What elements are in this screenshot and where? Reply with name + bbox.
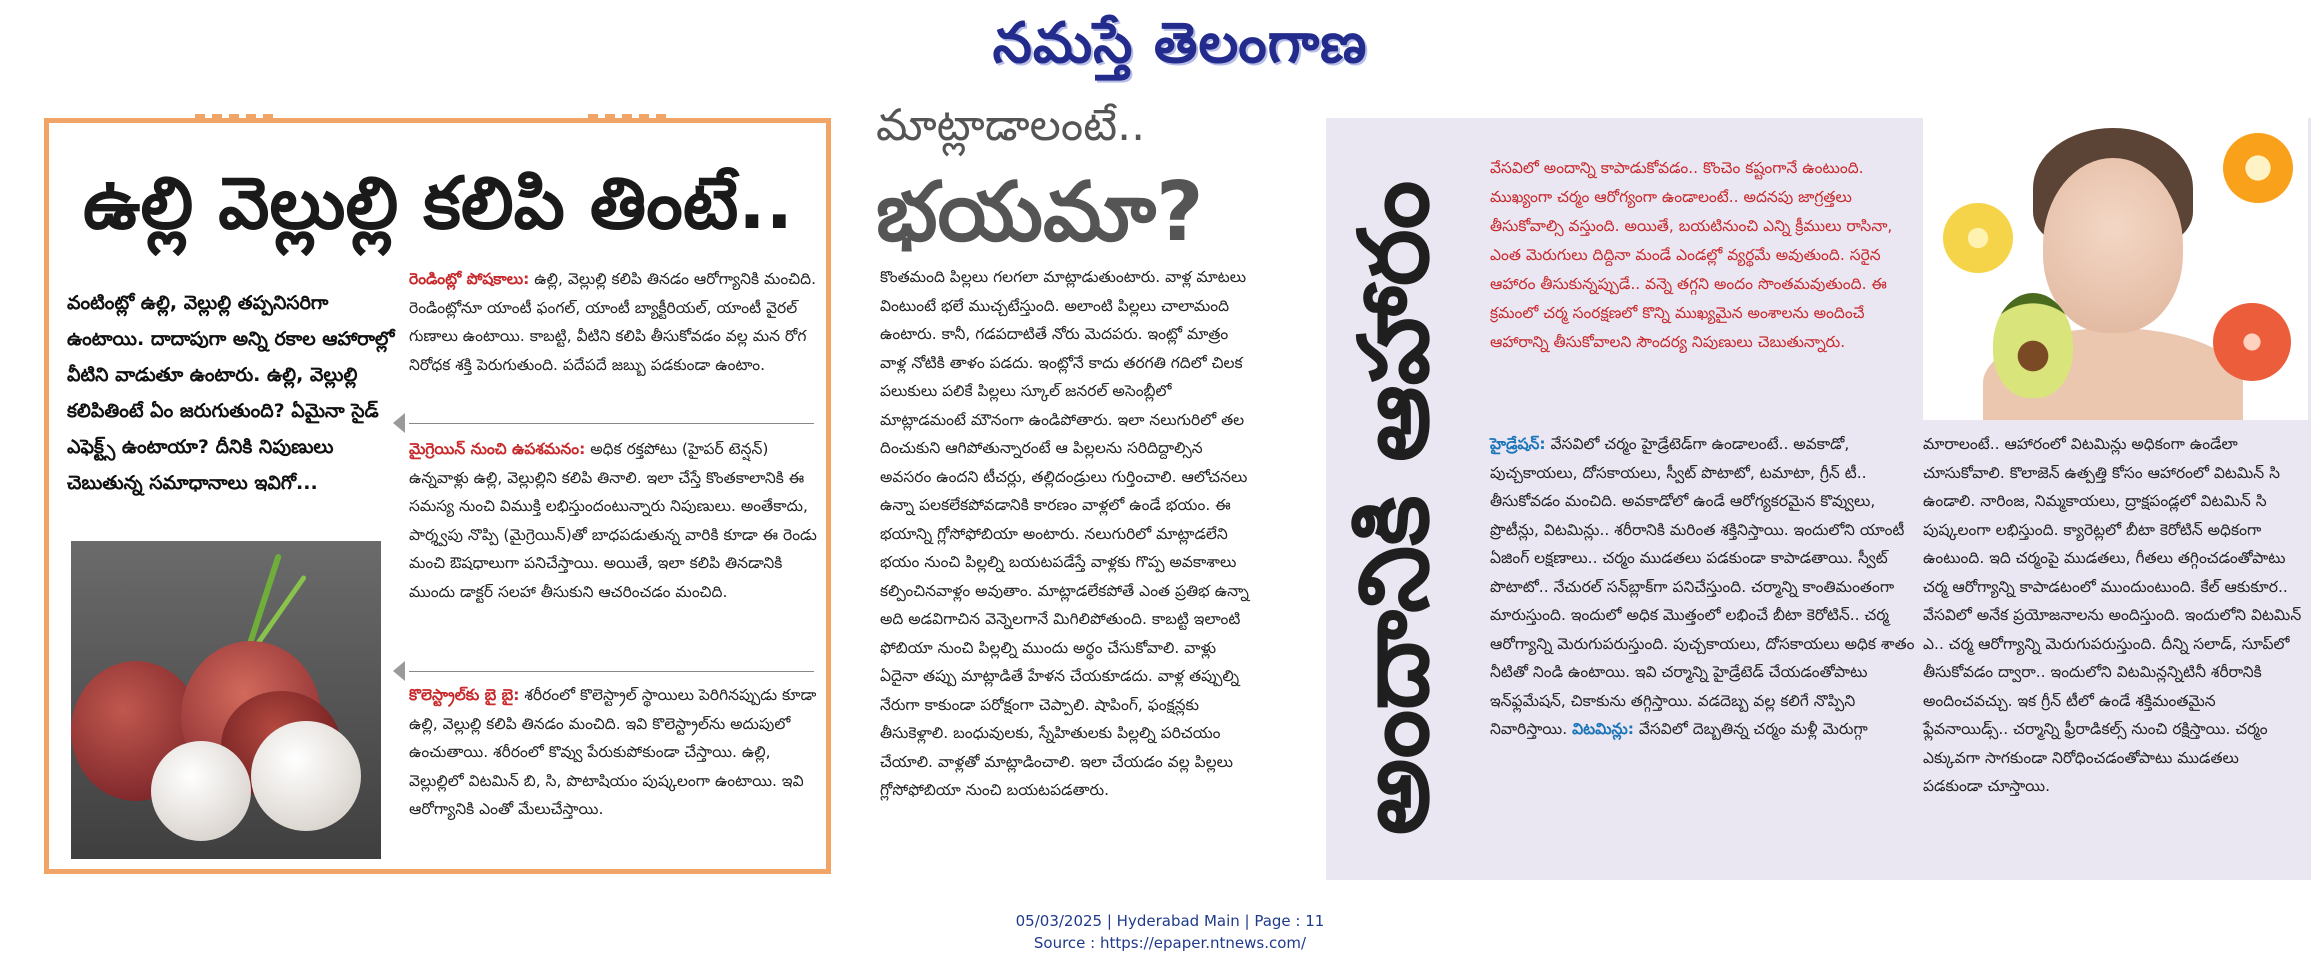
article-onion-garlic (44, 118, 831, 874)
section-title: విటమిన్లు: (1572, 720, 1634, 738)
article-column-1 (1490, 430, 1922, 744)
section-nutrients (409, 265, 819, 379)
article-glossophobia (868, 95, 1248, 895)
article-headline: ఉల్లి వెల్లుల్లి కలిపి తింటే.. (83, 161, 794, 245)
section-title: కొలెస్ట్రాల్‌కు బై బై: (409, 686, 520, 704)
divider (409, 423, 814, 424)
section-cholesterol (409, 681, 819, 824)
section-title: రెండింట్లో పోషకాలు: (409, 270, 530, 288)
section-text: శరీరంలో కొలెస్ట్రాల్ స్థాయిలు పెరిగినప్పుడు కూడా ఉల్లి, వెల్లుల్లి కలిపి తినడం మంచిది. ఇవి కొలెస్ట్రాల్‌ను అదుపులో ఉంచుతాయి. శరీరంలో కొవ్వు పేరుకుపోకుండా చేస్తాయి. ఉల్లి, వెల్లుల్లిలో విటమిన్ బి, సి, పొటాషియం పుష్కలంగా ఉంటాయి. ఇవి ఆరోగ్యానికి ఎంతో మేలుచేస్తాయి. (409, 686, 817, 818)
divider-arrow (393, 413, 405, 433)
article-lead: వేసవిలో అందాన్ని కాపాడుకోవడం.. కొంచెం కష్టంగానే ఉంటుంది. ముఖ్యంగా చర్మం ఆరోగ్యంగా ఉండాలంటే.. అదనపు జాగ్రత్తలు తీసుకోవాల్సి వస్తుంది. అయితే, బయటినుంచి ఎన్ని క్రీములు రాసినా, ఎంత మెరుగులు దిద్దినా మండే ఎండల్లో వ్యర్థమే అవుతుంది. సరైన ఆహారం తీసుకున్నప్పుడే.. వన్నె తగ్గని అందం సొంతమవుతుంది. ఈ క్రమంలో చర్మ సంరక్షణలో కొన్ని ముఖ్యమైన అంశాలను అందించే ఆహారాన్ని తీసుకోవాలని సౌందర్య నిపుణులు చెబుతున్నారు. (1490, 159, 1893, 351)
masthead-logo: నమస్తే తెలంగాణ (992, 10, 1368, 76)
page-footer (900, 910, 1440, 954)
article-kicker: మాట్లాడాలంటే.. (876, 100, 1146, 151)
divider (409, 671, 814, 672)
article-body: కొంతమంది పిల్లలు గలగలా మాట్లాడుతుంటారు. వాళ్ల మాటలు వింటుంటే భలే ముచ్చటేస్తుంది. అలాంటి పిల్లలు చాలామంది ఉంటారు. కానీ, గడపదాటితే నోరు మెదపరు. ఇంట్లో మాత్రం వాళ్ల నోటికి తాళం పడదు. ఇంట్లోనే కాదు తరగతి గదిలో చిలక పలుకులు పలికే పిల్లలు స్కూల్ జనరల్ అసెంబ్లీలో మాట్లాడమంటే మౌనంగా ఉండిపోతారు. ఇలా నలుగురిలో తల దించుకుని ఆగిపోతున్నారంటే ఆ పిల్లలను సరిదిద్దాల్సిన అవసరం ఉందని టీచర్లు, తల్లిదండ్రులు గుర్తించాలి. ఆలోచనలు ఉన్నా పలకలేకపోవడానికి కారణం వాళ్లలో ఉండే భయం. ఈ భయాన్ని గ్లోసోఫోబియా అంటారు. నలుగురిలో మాట్లాడలేని భయం నుంచి పిల్లల్ని బయటపడేస్తే వాళ్లకు గొప్ప అవకాశాలు కల్పించినవాళ్లం అవుతాం. మాట్లాడలేకపోతే ఎంత ప్రతిభ ఉన్నా అది అడవిగాచిన వెన్నెలగానే మిగిలిపోతుంది. కాబట్టి ఇలాంటి ఫోబియా నుంచి పిల్లల్ని ముందు అర్థం చేసుకోవాలి. వాళ్లు ఏదైనా తప్పు మాట్లాడితే హేళన చేయకూడదు. వాళ్ల తప్పుల్ని నేరుగా కాకుండా పరోక్షంగా చెప్పాలి. షాపింగ్, ఫంక్షన్లకు తీసుకెళ్లాలి. బంధువులకు, స్నేహితులకు పిల్లల్ని పరిచయం చేయాలి. వాళ్లతో మాట్లాడించాలి. ఇలా చేయడం వల్ల పిల్లలు గ్లోసోఫోబియా నుంచి బయటపడతారు. (880, 268, 1249, 799)
onion-garlic-photo (71, 541, 381, 859)
article-beauty-food (1326, 118, 2311, 880)
section-title: మైగ్రెయిన్ నుంచి ఉపశమనం: (409, 440, 586, 458)
footer-date-edition: 05/03/2025 | Hyderabad Main | Page : 11 (1015, 912, 1325, 930)
section-text: వేసవిలో దెబ్బతిన్న చర్మం మళ్లీ మెరుగ్గా (1638, 720, 1868, 738)
divider-arrow (393, 661, 405, 681)
article-headline: భయమా? (876, 165, 1204, 260)
article-column-2: మారాలంటే.. ఆహారంలో విటమిన్లు అధికంగా ఉండేలా చూసుకోవాలి. కొలాజెన్ ఉత్పత్తి కోసం ఆహారంలో విటమిన్ సి ఉండాలి. నారింజ, నిమ్మకాయలు, ద్రాక్షపండ్లలో విటమిన్ సి పుష్కలంగా లభిస్తుంది. క్యారెట్లలో బీటా కెరోటిన్ అధికంగా ఉంటుంది. ఇది చర్మంపై ముడతలు, గీతలు తగ్గించడంతోపాటు చర్మ ఆరోగ్యాన్ని కాపాడటంలో ముందుంటుంది. కేల్ ఆకుకూర.. వేసవిలో అనేక ప్రయోజనాలను అందిస్తుంది. ఇందులోని విటమిన్ ఎ.. చర్మ ఆరోగ్యాన్ని మెరుగుపరుస్తుంది. దీన్ని సలాడ్, సూప్‌లో తీసుకోవడం ద్వారా.. ఇందులోని విటమిన్లన్నిటినీ శరీరానికి అందించవచ్చు. ఇక గ్రీన్ టీలో ఉండే శక్తిమంతమైన ఫ్లేవనాయిడ్స్.. చర్మాన్ని ఫ్రీరాడికల్స్ నుంచి రక్షిస్తాయి. చర్మం ఎక్కువగా సాగకుండా నిరోధించడంతోపాటు ముడతలు పడకుండా చూస్తాయి. (1923, 435, 2302, 795)
section-text: ఉల్లి, వెల్లుల్లి కలిపి తినడం ఆరోగ్యానికి మంచిది. రెండింట్లోనూ యాంటీ ఫంగల్, యాంటీ బ్యాక్టీరియల్, యాంటీ వైరల్ గుణాలు ఉంటాయి. కాబట్టి, వీటిని కలిపి తీసుకోవడం వల్ల మన రోగ నిరోధక శక్తి పెరుగుతుంది. పదేపదే జబ్బు పడకుండా ఉంటాం. (409, 270, 816, 374)
vertical-title-container (1338, 158, 1466, 858)
section-title: హైడ్రేషన్: (1490, 435, 1546, 453)
section-migraine (409, 435, 819, 606)
woman-fruits-photo (1923, 118, 2308, 420)
section-text: అధిక రక్తపోటు (హైపర్ టెన్షన్) ఉన్నవాళ్లు ఉల్లి, వెల్లుల్లిని కలిపి తినాలి. ఇలా చేస్తే కొంతకాలానికి ఈ సమస్య నుంచి విముక్తి లభిస్తుందంటున్నారు నిపుణులు. అంతేకాదు, పార్శ్వపు నొప్పి (మైగ్రెయిన్)తో బాధపడుతున్న వారికి కూడా ఈ రెండు మంచి ఔషధాలుగా పనిచేస్తాయి. అయితే, ఇలా కలిపి తినడానికి ముందు డాక్టర్ సలహా తీసుకుని ఆచరించడం మంచిది. (409, 440, 817, 601)
footer-source: Source : https://epaper.ntnews.com/ (1033, 934, 1307, 952)
section-text: వేసవిలో చర్మం హైడ్రేటెడ్‌గా ఉండాలంటే.. అవకాడో, పుచ్చకాయలు, దోసకాయలు, స్వీట్ పొటాటో, టమాటా, గ్రీన్ టీ.. తీసుకోవడం మంచిది. అవకాడోలో ఉండే ఆరోగ్యకరమైన కొవ్వులు, ప్రొటీన్లు, విటమిన్లు.. శరీరానికి మరింత శక్తినిస్తాయి. ఇందులోని యాంటీ ఏజింగ్ లక్షణాలు.. చర్మం ముడతలు పడకుండా కాపాడతాయి. స్వీట్ పొటాటో.. నేచురల్ సన్‌బ్లాక్‌గా పనిచేస్తుంది. చర్మాన్ని కాంతిమంతంగా మారుస్తుంది. ఇందులో అధిక మొత్తంలో లభించే బీటా కెరోటిన్.. చర్మ ఆరోగ్యాన్ని మెరుగుపరుస్తుంది. పుచ్చకాయలు, దోసకాయలు అధిక శాతం నీటితో నిండి ఉంటాయి. ఇవి చర్మాన్ని హైడ్రేటెడ్ చేయడంతోపాటు ఇన్‌ఫ్లమేషన్, చికాకును తగ్గిస్తాయి. వడదెబ్బ వల్ల కలిగే నొప్పిని నివారిస్తాయి. (1490, 435, 1915, 738)
article-intro: వంటింట్లో ఉల్లి, వెల్లుల్లి తప్పనిసరిగా ఉంటాయి. దాదాపుగా అన్ని రకాల ఆహారాల్లో వీటిని వాడుతూ ఉంటారు. ఉల్లి, వెల్లుల్లి కలిపితింటే ఏం జరుగుతుంది? ఏమైనా సైడ్ ఎఫెక్ట్స్ ఉంటాయా? దీనికి నిపుణులు చెబుతున్న సమాధానాలు ఇవిగో... (67, 292, 395, 494)
article-headline: అందానికి ఆహారం (1338, 180, 1450, 836)
